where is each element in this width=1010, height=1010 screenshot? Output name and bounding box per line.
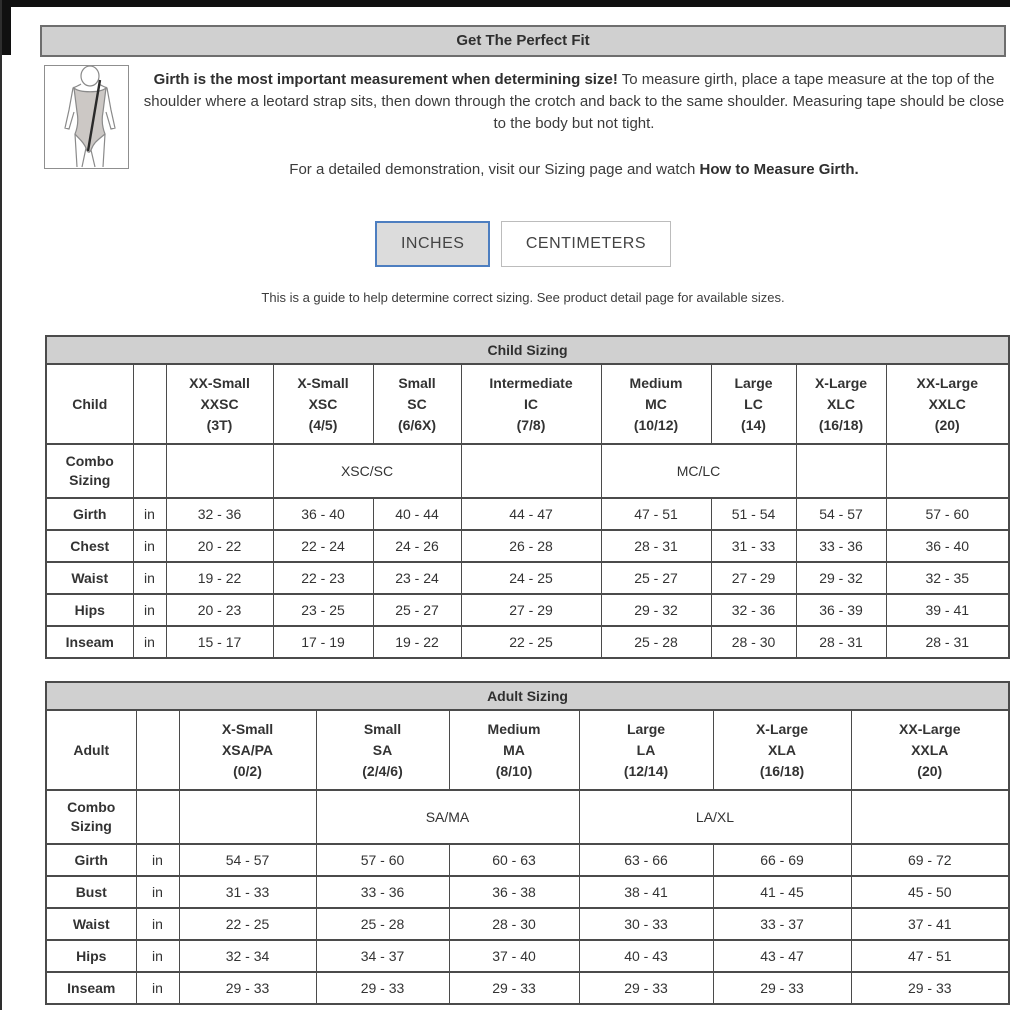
size-range-cell: 28 - 31 [796,626,886,658]
size-column-header-line: X-Small [297,374,349,391]
measurement-row [46,594,1009,626]
size-column-header [796,364,886,444]
measurement-row [46,876,1009,908]
screenshot-top-edge [0,0,1010,7]
unit-cell: in [136,876,179,908]
measurement-row [46,562,1009,594]
size-column-header-line: (16/18) [818,416,864,433]
unit-toggle [40,221,1006,267]
size-column-header-line: (12/14) [623,762,669,779]
combo-sizing-label: Combo Sizing [46,444,133,498]
unit-cell: in [133,498,166,530]
table-section-title: Child Sizing [46,336,1009,364]
size-column-header-line: XLC [827,395,855,412]
size-range-cell: 22 - 25 [179,908,316,940]
table-corner-label: Child [46,364,133,444]
size-range-cell: 45 - 50 [851,876,1009,908]
size-range-cell: 29 - 33 [851,972,1009,1004]
size-column-header-line: Medium [629,374,683,391]
unit-column-header [133,364,166,444]
size-range-cell: 57 - 60 [316,844,449,876]
size-column-header-line: Large [626,720,666,737]
girth-instructions-bold: Girth is the most important measurement when determining size! [153,71,618,88]
girth-instructions-rest: To measure girth, place a tape measure at the top of the shoulder where a leotard strap sits, then down through the crotch and back to the same shoulder. Measuring tape should be close to the body but not tight. [143,71,1005,132]
measurement-label: Waist [46,562,133,594]
size-range-cell: 33 - 36 [796,530,886,562]
size-column-header-line: (8/10) [495,762,533,779]
size-range-cell: 29 - 33 [316,972,449,1004]
size-range-cell: 24 - 26 [373,530,461,562]
combo-sizing-cell [461,444,601,498]
combo-sizing-cell: SA/MA [316,790,579,844]
size-column-header-line: (14) [741,416,766,433]
size-range-cell: 40 - 43 [579,940,713,972]
size-range-cell: 17 - 19 [273,626,373,658]
size-range-cell: 60 - 63 [449,844,579,876]
size-column-header-line: XLA [768,741,796,758]
leotard-figure-icon [45,66,128,168]
measurement-label: Girth [46,498,133,530]
size-range-cell: 23 - 25 [273,594,373,626]
intro-text-column [142,65,1006,181]
size-range-cell: 27 - 29 [711,562,796,594]
child-sizing-table [45,335,1010,659]
measurement-label: Bust [46,876,136,908]
table-corner-label: Adult [46,710,136,790]
unit-cell: in [133,594,166,626]
size-range-cell: 69 - 72 [851,844,1009,876]
size-range-cell: 29 - 33 [579,972,713,1004]
size-range-cell: 25 - 27 [601,562,711,594]
size-range-cell: 33 - 37 [713,908,851,940]
intro-section [44,65,1006,181]
centimeters-button[interactable]: CENTIMETERS [501,221,671,267]
size-range-cell: 25 - 28 [316,908,449,940]
size-range-cell: 32 - 34 [179,940,316,972]
size-range-cell: 19 - 22 [373,626,461,658]
size-range-cell: 29 - 33 [449,972,579,1004]
size-range-cell: 36 - 39 [796,594,886,626]
size-column-header [601,364,711,444]
size-range-cell: 29 - 33 [179,972,316,1004]
size-column-header-line: XX-Large [899,720,961,737]
size-column-header [886,364,1009,444]
size-range-cell: 23 - 24 [373,562,461,594]
measurement-row [46,940,1009,972]
girth-instructions [142,69,1006,135]
size-column-header-line: MA [503,741,525,758]
demo-bold: How to Measure Girth. [699,161,859,178]
size-column-header-line: XSC [308,395,338,412]
page-title: Get The Perfect Fit [40,25,1006,57]
size-column-header [373,364,461,444]
size-range-cell: 31 - 33 [711,530,796,562]
size-range-cell: 28 - 30 [449,908,579,940]
combo-unit-cell [133,444,166,498]
measurement-label: Girth [46,844,136,876]
size-column-header-line: Large [734,374,773,391]
combo-sizing-cell [179,790,316,844]
size-range-cell: 41 - 45 [713,876,851,908]
size-range-cell: 47 - 51 [851,940,1009,972]
leotard-girth-diagram [44,65,129,169]
size-column-header-line: Medium [487,720,541,737]
size-range-cell: 36 - 40 [886,530,1009,562]
size-range-cell: 29 - 32 [796,562,886,594]
measurement-row [46,844,1009,876]
demo-line [142,159,1006,181]
size-column-header-line: LA [636,741,656,758]
size-range-cell: 20 - 22 [166,530,273,562]
size-column-header-line: Intermediate [489,374,573,391]
size-range-cell: 37 - 40 [449,940,579,972]
size-column-header-line: SC [407,395,427,412]
size-column-header [579,710,713,790]
size-range-cell: 31 - 33 [179,876,316,908]
size-column-header-line: X-Small [221,720,274,737]
unit-cell: in [136,972,179,1004]
size-column-header-line: (3T) [206,416,233,433]
size-column-header-line: XX-Large [916,374,978,391]
size-range-cell: 44 - 47 [461,498,601,530]
size-range-cell: 66 - 69 [713,844,851,876]
size-range-cell: 36 - 38 [449,876,579,908]
size-column-header-line: (10/12) [633,416,679,433]
size-range-cell: 40 - 44 [373,498,461,530]
size-column-header-line: (2/4/6) [362,762,403,779]
size-range-cell: 57 - 60 [886,498,1009,530]
unit-cell: in [136,844,179,876]
size-column-header-line: XXLC [928,395,966,412]
size-column-header [461,364,601,444]
size-column-header-line: XXLA [911,741,949,758]
adult-sizing-table [45,681,1010,1005]
inches-button[interactable]: INCHES [375,221,490,267]
size-column-header-line: XSA/PA [221,741,274,758]
size-range-cell: 47 - 51 [601,498,711,530]
size-column-header-line: MC [645,395,667,412]
size-range-cell: 25 - 27 [373,594,461,626]
size-range-cell: 32 - 35 [886,562,1009,594]
table-section-title: Adult Sizing [46,682,1009,710]
size-column-header-line: Small [363,720,402,737]
size-range-cell: 28 - 31 [886,626,1009,658]
size-column-header-line: XXSC [200,395,239,412]
size-column-header-line: SA [372,741,393,758]
measurement-row [46,908,1009,940]
size-column-header-line: (7/8) [516,416,546,433]
size-range-cell: 33 - 36 [316,876,449,908]
size-range-cell: 39 - 41 [886,594,1009,626]
size-range-cell: 28 - 31 [601,530,711,562]
size-column-header [711,364,796,444]
sizing-note: This is a guide to help determine correct sizing. See product detail page for available sizes. [261,290,785,305]
measurement-label: Hips [46,594,133,626]
size-column-header-line: XX-Small [189,374,250,391]
size-range-cell: 22 - 25 [461,626,601,658]
size-column-header-line: (20) [917,762,943,779]
size-column-header-line: Small [398,374,436,391]
size-range-cell: 51 - 54 [711,498,796,530]
size-range-cell: 36 - 40 [273,498,373,530]
size-column-header-line: (0/2) [233,762,262,779]
unit-cell: in [133,626,166,658]
combo-sizing-cell: XSC/SC [273,444,461,498]
unit-column-header [136,710,179,790]
measurement-label: Inseam [46,626,133,658]
size-column-header [179,710,316,790]
combo-sizing-label: Combo Sizing [46,790,136,844]
size-range-cell: 24 - 25 [461,562,601,594]
measurement-row [46,972,1009,1004]
measurement-label: Inseam [46,972,136,1004]
unit-cell: in [136,940,179,972]
measurement-row [46,626,1009,658]
size-range-cell: 27 - 29 [461,594,601,626]
combo-sizing-cell: LA/XL [579,790,851,844]
size-range-cell: 43 - 47 [713,940,851,972]
demo-text: For a detailed demonstration, visit our Sizing page and watch [289,161,700,178]
size-range-cell: 19 - 22 [166,562,273,594]
size-range-cell: 26 - 28 [461,530,601,562]
size-column-header-line: X-Large [755,720,809,737]
measurement-label: Waist [46,908,136,940]
unit-cell: in [133,530,166,562]
size-range-cell: 29 - 32 [601,594,711,626]
size-column-header [713,710,851,790]
measurement-row [46,530,1009,562]
size-range-cell: 22 - 23 [273,562,373,594]
size-range-cell: 54 - 57 [179,844,316,876]
size-range-cell: 38 - 41 [579,876,713,908]
size-range-cell: 32 - 36 [711,594,796,626]
size-range-cell: 32 - 36 [166,498,273,530]
size-range-cell: 37 - 41 [851,908,1009,940]
combo-sizing-cell: MC/LC [601,444,796,498]
size-column-header [273,364,373,444]
size-column-header-line: (6/6X) [397,416,437,433]
measurement-row [46,498,1009,530]
size-column-header-line: X-Large [814,374,868,391]
size-column-header-line: IC [524,395,538,412]
size-range-cell: 20 - 23 [166,594,273,626]
combo-unit-cell [136,790,179,844]
combo-sizing-cell [166,444,273,498]
size-column-header [449,710,579,790]
size-range-cell: 54 - 57 [796,498,886,530]
size-range-cell: 30 - 33 [579,908,713,940]
size-range-cell: 28 - 30 [711,626,796,658]
size-column-header-line: LC [744,395,763,412]
combo-sizing-cell [796,444,886,498]
unit-cell: in [133,562,166,594]
size-range-cell: 22 - 24 [273,530,373,562]
combo-sizing-cell [851,790,1009,844]
size-column-header [851,710,1009,790]
combo-sizing-cell [886,444,1009,498]
measurement-label: Hips [46,940,136,972]
size-column-header-line: (4/5) [308,416,338,433]
screenshot-left-edge [0,0,2,1010]
unit-cell: in [136,908,179,940]
size-range-cell: 63 - 66 [579,844,713,876]
size-column-header [316,710,449,790]
measurement-label: Chest [46,530,133,562]
size-range-cell: 29 - 33 [713,972,851,1004]
size-column-header [166,364,273,444]
size-range-cell: 34 - 37 [316,940,449,972]
size-column-header-line: (20) [934,416,960,433]
size-range-cell: 25 - 28 [601,626,711,658]
size-column-header-line: (16/18) [759,762,805,779]
size-range-cell: 15 - 17 [166,626,273,658]
